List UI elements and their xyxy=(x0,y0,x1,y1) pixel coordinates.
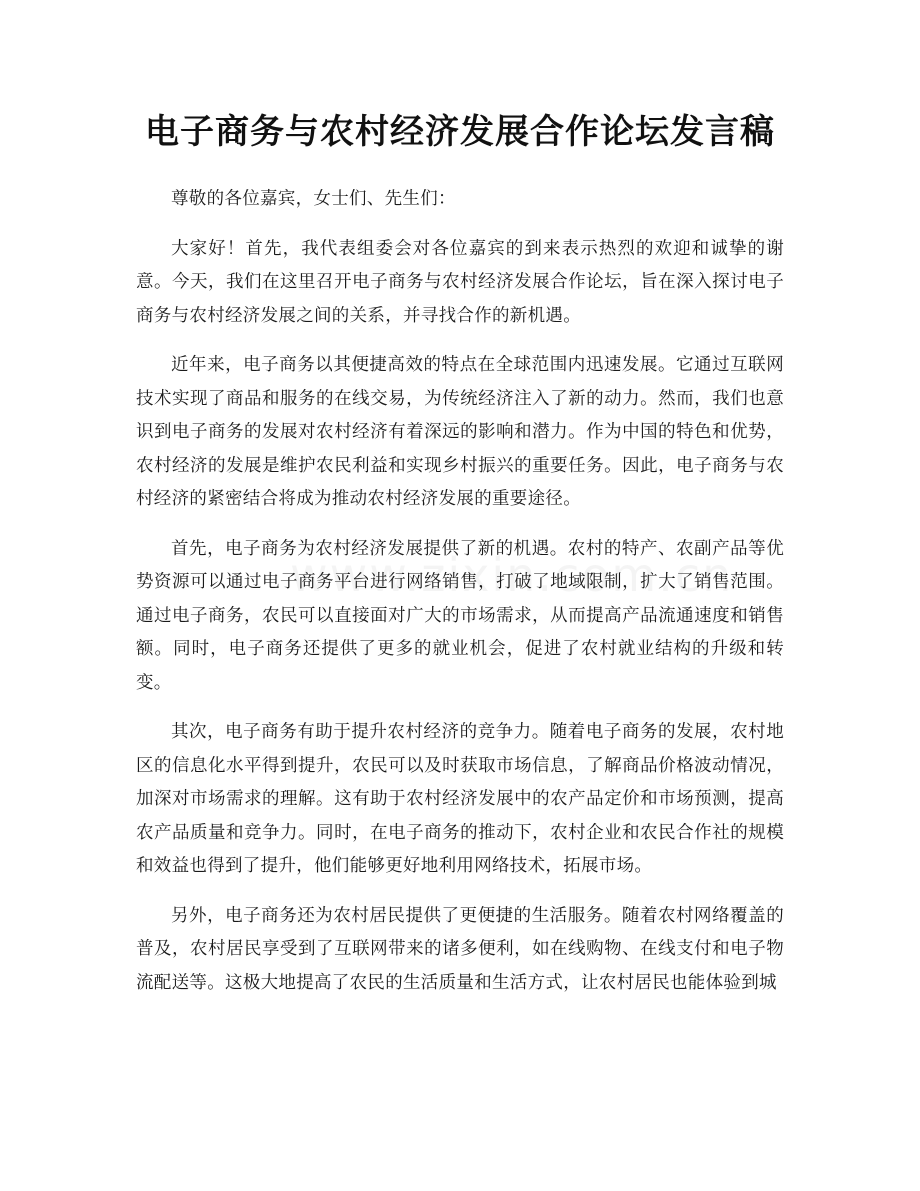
document-body xyxy=(136,183,784,1016)
paragraph-background: 近年来，电子商务以其便捷高效的特点在全球范围内迅速发展。它通过互联网技术实现了商品和服务的在线交易，为传统经济注入了新的动力。然而，我们也意识到电子商务的发展对农村经济有着深远的影响和潜力。作为中国的特色和优势，农村经济的发展是维护农民利益和实现乡村振兴的重要任务。因此，电子商务与农村经济的紧密结合将成为推动农村经济发展的重要途径。 xyxy=(136,355,784,509)
paragraph-services: 另外，电子商务还为农村居民提供了更便捷的生活服务。随着农村网络覆盖的普及，农村居民享受到了互联网带来的诸多便利，如在线购物、在线支付和电子物流配送等。这极大地提高了农民的生活质量和生活方式，让农村居民也能体验到城 xyxy=(136,905,784,993)
paragraph-salutation: 尊敬的各位嘉宾，女士们、先生们： xyxy=(171,189,456,209)
document-title: 电子商务与农村经济发展合作论坛发言稿 xyxy=(145,112,775,152)
paragraph-welcome: 大家好！首先，我代表组委会对各位嘉宾的到来表示热烈的欢迎和诚挚的谢意。今天，我们在这里召开电子商务与农村经济发展合作论坛，旨在深入探讨电子商务与农村经济发展之间的关系，并寻找合作的新机遇。 xyxy=(136,238,784,326)
paragraph-opportunity: 首先，电子商务为农村经济发展提供了新的机遇。农村的特产、农副产品等优势资源可以通过电子商务平台进行网络销售，打破了地域限制，扩大了销售范围。通过电子商务，农民可以直接面对广大的市场需求，从而提高产品流通速度和销售额。同时，电子商务还提供了更多的就业机会，促进了农村就业结构的升级和转变。 xyxy=(136,538,784,693)
paragraph-competitiveness: 其次，电子商务有助于提升农村经济的竞争力。随着电子商务的发展，农村地区的信息化水平得到提升，农民可以及时获取市场信息，了解商品价格波动情况，加深对市场需求的理解。这有助于农村经济发展中的农产品定价和市场预测，提高农产品质量和竞争力。同时，在电子商务的推动下，农村企业和农民合作社的规模和效益也得到了提升，他们能够更好地利用网络技术，拓展市场。 xyxy=(136,722,784,876)
